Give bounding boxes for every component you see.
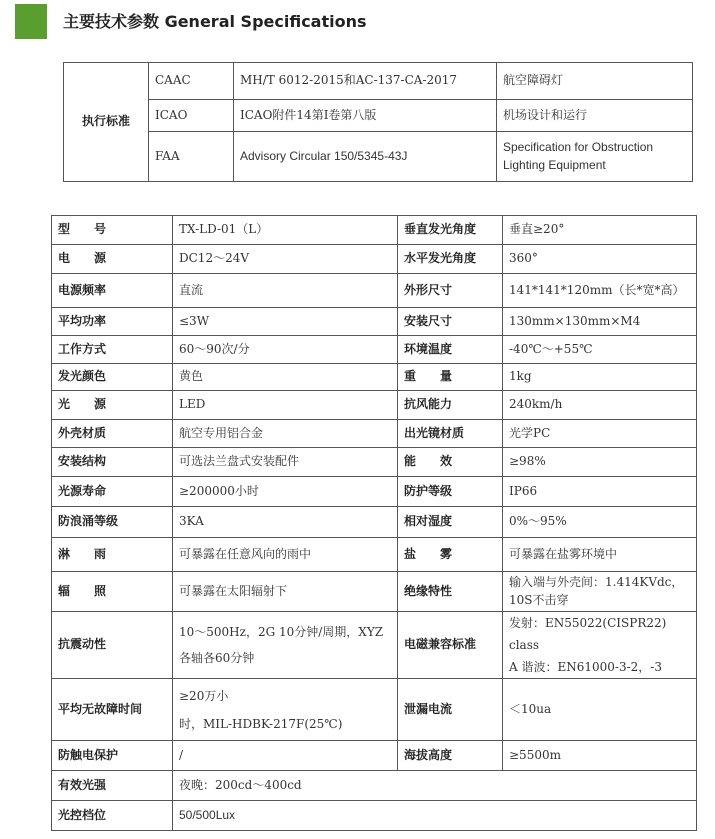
spec-row [52, 274, 697, 308]
section-marker [15, 4, 47, 39]
spec-key: 外形尺寸 [398, 274, 503, 308]
standards-table [63, 62, 693, 182]
spec-key: 辐 照 [52, 572, 173, 612]
spec-key: 垂直发光角度 [398, 216, 503, 245]
spec-value-line: ≥20万小 [179, 688, 229, 703]
spec-row [52, 572, 697, 612]
spec-key: 安装尺寸 [398, 308, 503, 336]
spec-key: 电源频率 [52, 274, 173, 308]
spec-key: 淋 雨 [52, 538, 173, 572]
spec-value: 3KA [173, 507, 398, 538]
spec-value-line: 10S不击穿 [509, 592, 569, 607]
spec-row [52, 477, 697, 507]
spec-value: 240km/h [503, 391, 697, 420]
spec-key: 安装结构 [52, 448, 173, 477]
spec-value: 可暴露在太阳辐射下 [173, 572, 398, 612]
spec-row [52, 679, 697, 741]
spec-key: 发光颜色 [52, 364, 173, 391]
standard-code: CAAC [149, 63, 234, 100]
page-title: 主要技术参数 General Specifications [63, 12, 367, 31]
spec-value-line: 发射：EN55022(CISPR22) class [509, 616, 667, 652]
spec-key: 光 源 [52, 391, 173, 420]
standards-row [64, 63, 693, 100]
spec-key: 电 源 [52, 245, 173, 274]
spec-value [173, 679, 398, 741]
spec-value-line: 输入端与外壳间：1.414KVdc， [509, 575, 684, 590]
spec-row [52, 420, 697, 448]
spec-value-line: 时，MIL-HDBK-217F(25℃) [179, 716, 343, 731]
spec-key: 有效光强 [52, 771, 173, 801]
standard-code: FAA [149, 132, 234, 182]
spec-row [52, 741, 697, 771]
spec-key: 水平发光角度 [398, 245, 503, 274]
spec-row [52, 448, 697, 477]
spec-value: TX-LD-01（L） [173, 216, 398, 245]
spec-key: 防护等级 [398, 477, 503, 507]
standard-desc: Specification for Obstruction Lighting Equipment [497, 132, 693, 182]
spec-value: ＜10ua [503, 679, 697, 741]
spec-row [52, 391, 697, 420]
spec-key: 环境温度 [398, 336, 503, 364]
spec-value [503, 572, 697, 612]
standard-desc: 机场设计和运行 [497, 100, 693, 132]
specs-table [51, 215, 697, 831]
spec-value: 光学PC [503, 420, 697, 448]
spec-value: 130mm×130mm×M4 [503, 308, 697, 336]
spec-value: 1kg [503, 364, 697, 391]
spec-value: DC12～24V [173, 245, 398, 274]
spec-key: 工作方式 [52, 336, 173, 364]
spec-value: LED [173, 391, 398, 420]
spec-key: 平均无故障时间 [52, 679, 173, 741]
spec-key: 相对湿度 [398, 507, 503, 538]
spec-key: 抗震动性 [52, 612, 173, 679]
spec-key: 重 量 [398, 364, 503, 391]
spec-key: 出光镜材质 [398, 420, 503, 448]
spec-value: 直流 [173, 274, 398, 308]
standard-desc: 航空障碍灯 [497, 63, 693, 100]
spec-value: ≤3W [173, 308, 398, 336]
spec-key: 型 号 [52, 216, 173, 245]
spec-key: 泄漏电流 [398, 679, 503, 741]
spec-value: / [173, 741, 398, 771]
spec-key: 能 效 [398, 448, 503, 477]
spec-key: 防浪涌等级 [52, 507, 173, 538]
standard-name: Advisory Circular 150/5345-43J [234, 132, 497, 182]
spec-value: 夜晚：200cd～400cd [173, 771, 697, 801]
spec-value-line: 各轴各60分钟 [179, 651, 255, 665]
spec-value: ≥200000小时 [173, 477, 398, 507]
spec-key: 防触电保护 [52, 741, 173, 771]
spec-row [52, 538, 697, 572]
spec-value: 航空专用铝合金 [173, 420, 398, 448]
spec-value: -40℃～+55℃ [503, 336, 697, 364]
spec-row [52, 612, 697, 679]
page-header [0, 0, 715, 40]
spec-key: 电磁兼容标准 [398, 612, 503, 679]
spec-value [503, 612, 697, 679]
spec-value: 可暴露在任意风向的雨中 [173, 538, 398, 572]
spec-value: 可暴露在盐雾环境中 [503, 538, 697, 572]
spec-value: 垂直≥20° [503, 216, 697, 245]
standards-row [64, 132, 693, 182]
spec-row [52, 308, 697, 336]
spec-value: 360° [503, 245, 697, 274]
spec-key: 绝缘特性 [398, 572, 503, 612]
spec-key: 平均功率 [52, 308, 173, 336]
spec-row [52, 771, 697, 801]
spec-value: 141*141*120mm（长*宽*高） [503, 274, 697, 308]
spec-key: 光控档位 [52, 801, 173, 831]
spec-key: 外壳材质 [52, 420, 173, 448]
spec-key: 抗风能力 [398, 391, 503, 420]
spec-key: 光源寿命 [52, 477, 173, 507]
spec-value: 0%～95% [503, 507, 697, 538]
spec-row [52, 801, 697, 831]
spec-value: 60～90次/分 [173, 336, 398, 364]
spec-value [173, 612, 398, 679]
spec-value: 黄色 [173, 364, 398, 391]
spec-row [52, 216, 697, 245]
spec-row [52, 507, 697, 538]
spec-value: ≥98% [503, 448, 697, 477]
standard-code: ICAO [149, 100, 234, 132]
standard-name: ICAO附件14第I卷第八版 [234, 100, 497, 132]
spec-value: IP66 [503, 477, 697, 507]
spec-value: 50/500Lux [173, 801, 697, 831]
spec-value-line: 10～500Hz，2G 10分钟/周期，XYZ [179, 625, 384, 639]
standards-label: 执行标准 [64, 63, 149, 182]
standard-name: MH/T 6012-2015和AC-137-CA-2017 [234, 63, 497, 100]
spec-value: ≥5500m [503, 741, 697, 771]
spec-value-line: A 谐波：EN61000-3-2，-3 [509, 660, 662, 674]
spec-row [52, 336, 697, 364]
spec-row [52, 364, 697, 391]
spec-key: 盐 雾 [398, 538, 503, 572]
spec-key: 海拔高度 [398, 741, 503, 771]
spec-row [52, 245, 697, 274]
standards-row [64, 100, 693, 132]
spec-value: 可选法兰盘式安装配件 [173, 448, 398, 477]
